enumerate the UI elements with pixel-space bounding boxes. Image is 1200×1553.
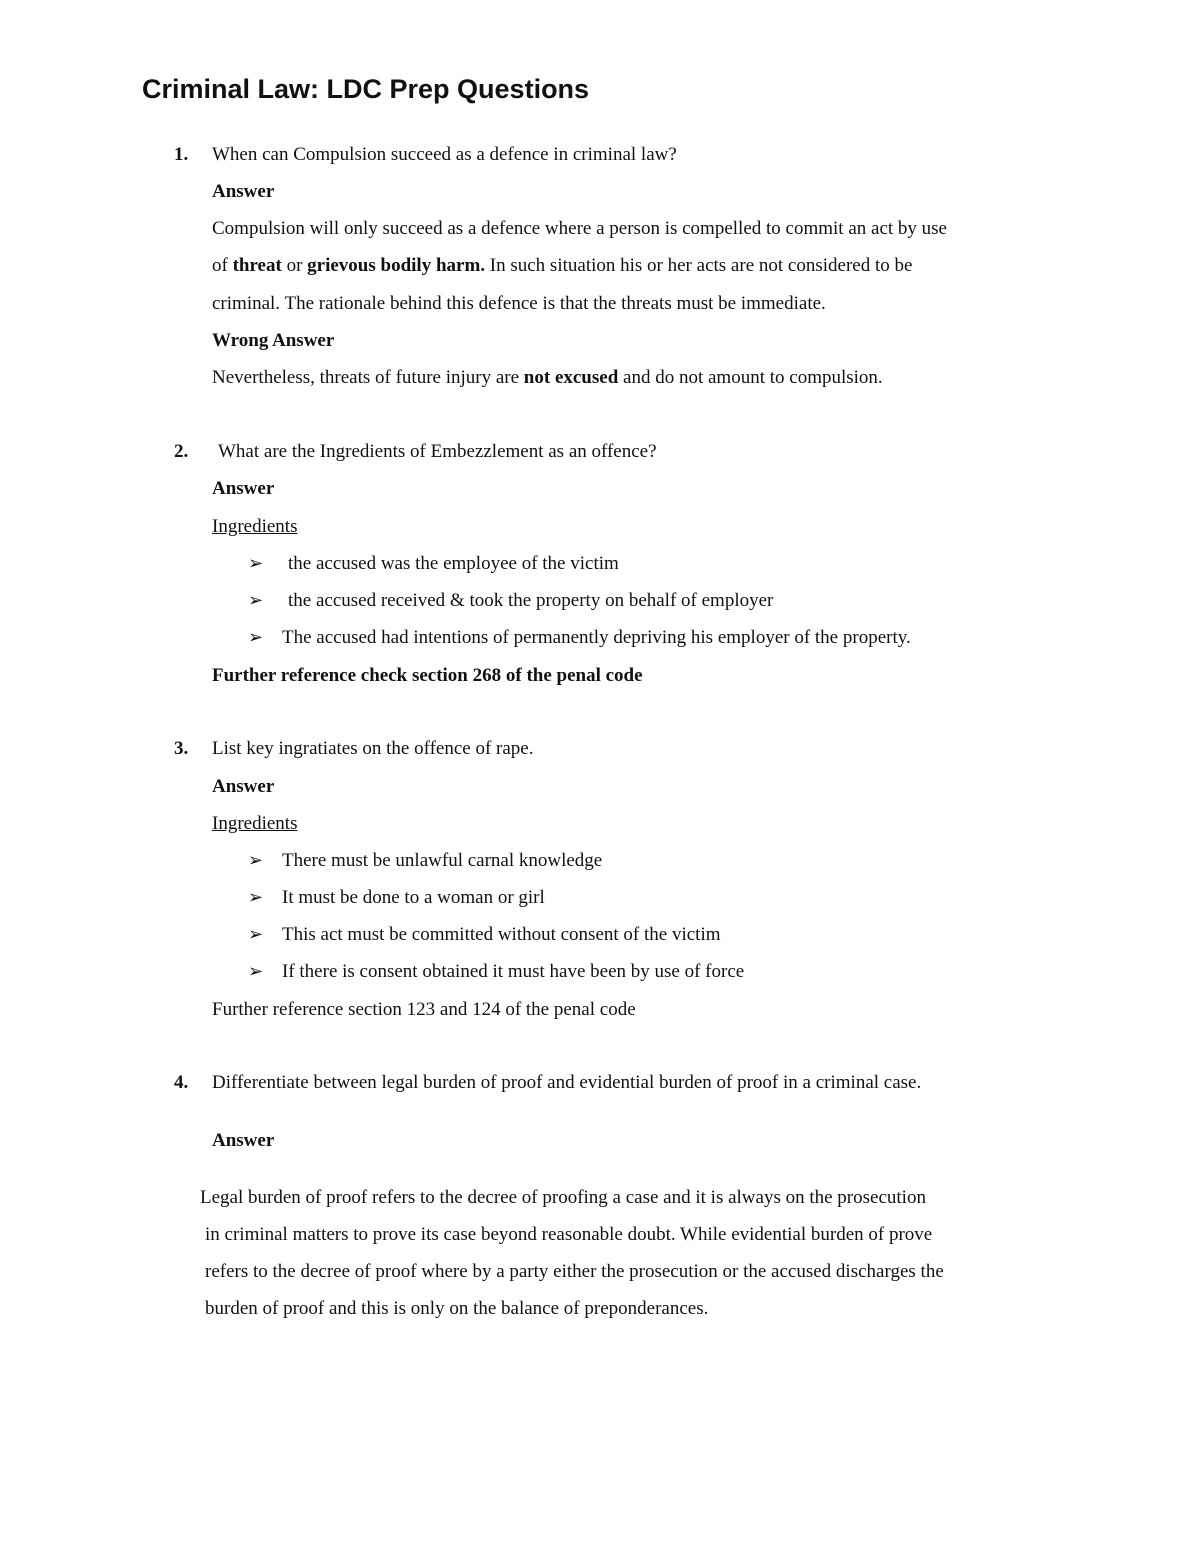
arrow-bullet-icon: ➢ [248, 924, 264, 945]
text-run: of [212, 255, 233, 276]
answer-text: in criminal matters to prove its case beyond reasonable doubt. While evidential burden of prove [205, 1224, 933, 1245]
question-number: 1. [174, 144, 189, 165]
list-item: If there is consent obtained it must have been by use of force [282, 961, 745, 982]
answer-text: Legal burden of proof refers to the decree of proofing a case and it is always on the prosecution [200, 1187, 926, 1208]
answer-label: Answer [212, 478, 275, 499]
arrow-bullet-icon: ➢ [248, 627, 264, 648]
list-item: the accused was the employee of the victim [288, 553, 619, 574]
text-run: Nevertheless, threats of future injury are [212, 367, 524, 388]
question-number: 2. [174, 441, 189, 462]
list-item: The accused had intentions of permanently depriving his employer of the property. [282, 627, 911, 648]
answer-text [212, 254, 912, 278]
wrong-answer-label: Wrong Answer [212, 330, 335, 351]
arrow-bullet-icon: ➢ [248, 590, 264, 611]
text-run: In such situation his or her acts are not considered to be [485, 255, 913, 276]
emphasis-text: threat [232, 255, 282, 276]
answer-text: burden of proof and this is only on the balance of preponderances. [205, 1298, 709, 1319]
list-item: This act must be committed without consent of the victim [282, 924, 721, 945]
question-number: 4. [174, 1072, 189, 1093]
list-item: There must be unlawful carnal knowledge [282, 850, 603, 871]
reference-text: Further reference section 123 and 124 of the penal code [212, 999, 636, 1020]
arrow-bullet-icon: ➢ [248, 887, 264, 908]
answer-text: Compulsion will only succeed as a defence where a person is compelled to commit an act by use [212, 218, 947, 239]
arrow-bullet-icon: ➢ [248, 850, 264, 871]
ingredients-label: Ingredients [212, 516, 298, 537]
question-text: List key ingratiates on the offence of rape. [212, 738, 534, 759]
question-text: Differentiate between legal burden of proof and evidential burden of proof in a criminal case. [212, 1072, 922, 1093]
answer-text: refers to the decree of proof where by a party either the prosecution or the accused discharges the [205, 1261, 944, 1282]
emphasis-text: not excused [523, 367, 619, 388]
wrong-answer-text [212, 366, 883, 390]
emphasis-text: grievous bodily harm. [307, 255, 486, 276]
answer-text: criminal. The rationale behind this defence is that the threats must be immediate. [212, 293, 826, 314]
arrow-bullet-icon: ➢ [248, 553, 264, 574]
list-item: It must be done to a woman or girl [282, 887, 545, 908]
text-run: and do not amount to compulsion. [618, 367, 883, 388]
text-run: or [281, 255, 308, 276]
ingredients-label: Ingredients [212, 813, 298, 834]
question-text: When can Compulsion succeed as a defence in criminal law? [212, 144, 677, 165]
list-item: the accused received & took the property on behalf of employer [288, 590, 774, 611]
answer-label: Answer [212, 181, 275, 202]
reference-text: Further reference check section 268 of the penal code [212, 665, 643, 686]
arrow-bullet-icon: ➢ [248, 961, 264, 982]
page-title: Criminal Law: LDC Prep Questions [142, 74, 590, 104]
question-number: 3. [174, 738, 189, 759]
answer-label: Answer [212, 776, 275, 797]
answer-label: Answer [212, 1130, 275, 1151]
question-text: What are the Ingredients of Embezzlement as an offence? [218, 441, 657, 462]
